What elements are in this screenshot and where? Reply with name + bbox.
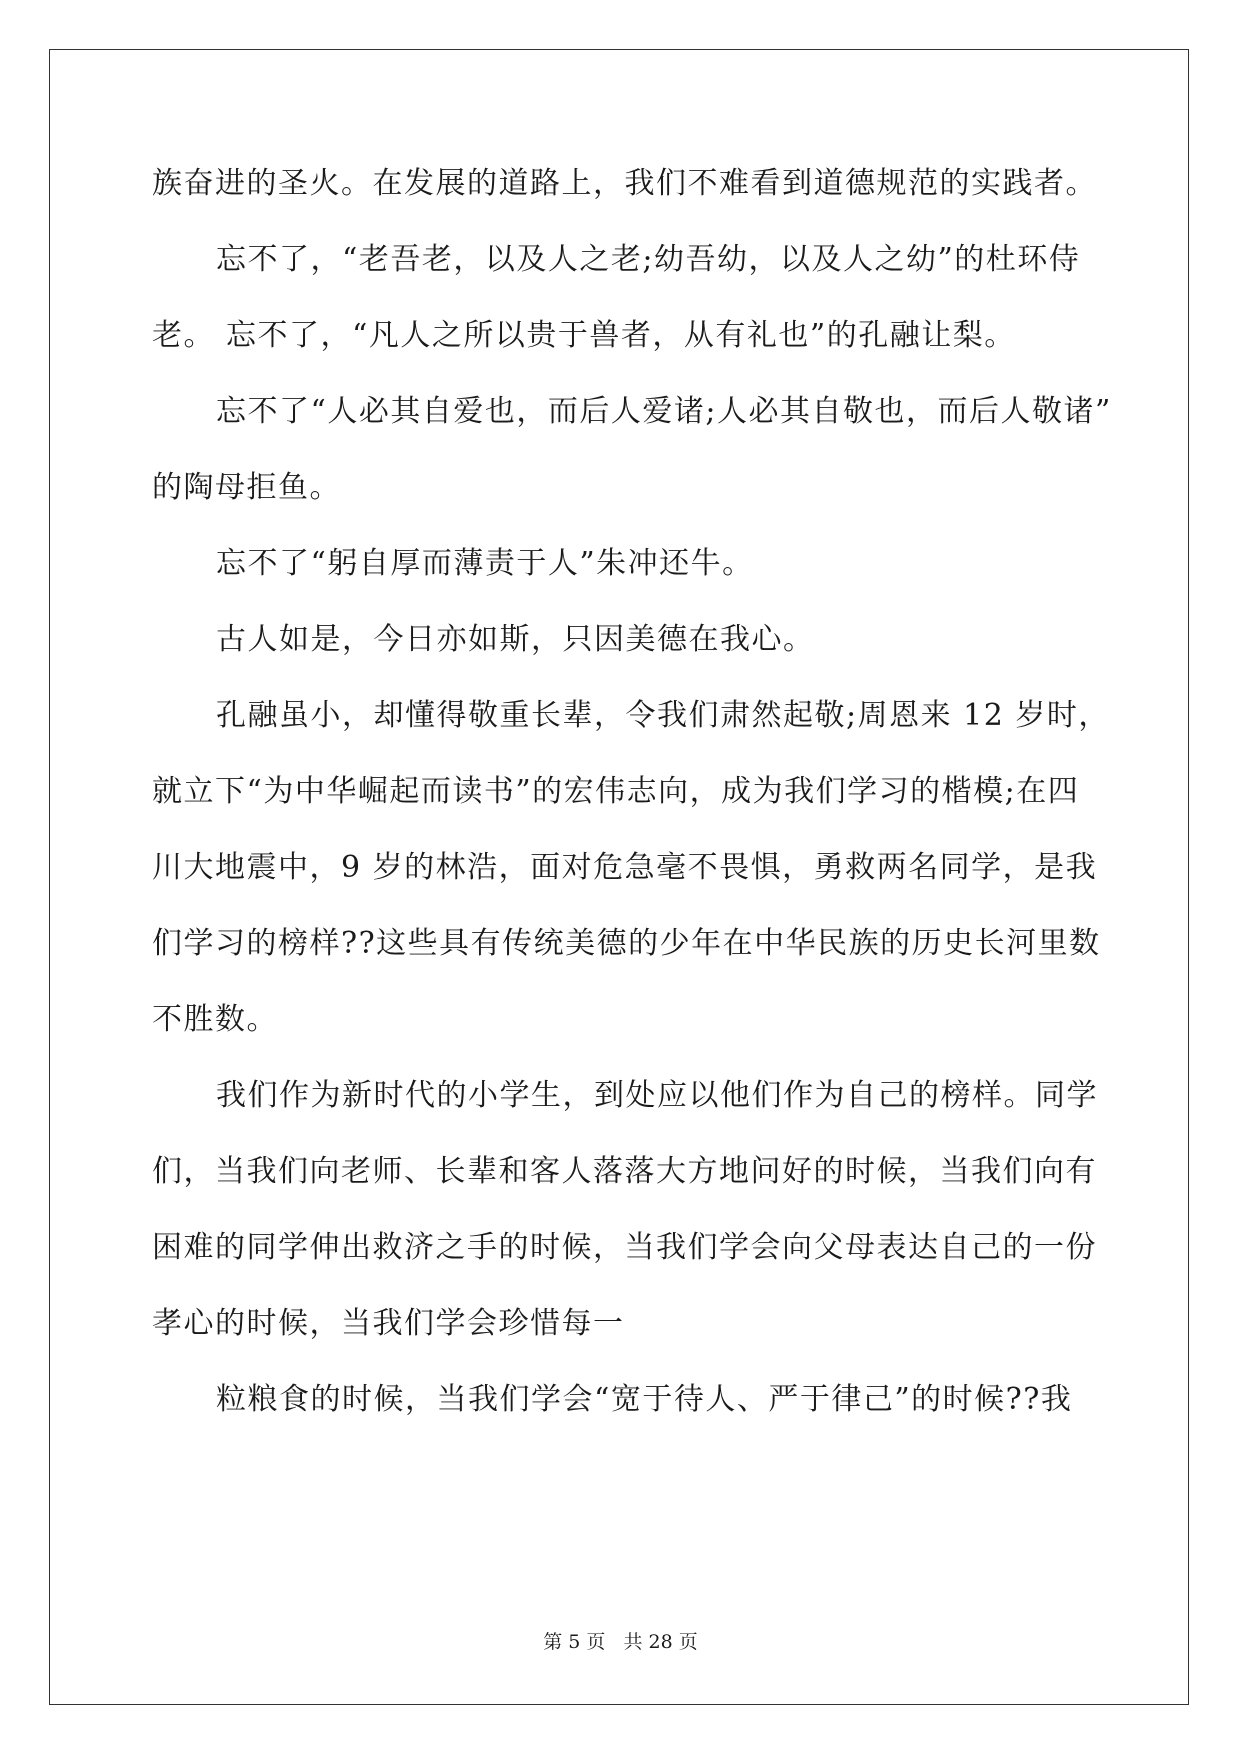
text-line: 川大地震中，9 岁的林浩，面对危急毫不畏惧，勇救两名同学，是我 — [152, 850, 1098, 885]
text-line: 老。 忘不了，“凡人之所以贵于兽者，从有礼也”的孔融让梨。 — [152, 318, 1016, 353]
text-line: 忘不了“人必其自爱也，而后人爱诸;人必其自敬也，而后人敬诸” — [216, 394, 1112, 429]
page-total: 共 28 页 — [623, 1631, 698, 1653]
text-line: 粒粮食的时候，当我们学会“宽于待人、严于律己”的时候??我 — [216, 1382, 1073, 1417]
text-line: 族奋进的圣火。在发展的道路上，我们不难看到道德规范的实践者。 — [152, 166, 1097, 201]
text-line: 忘不了“躬自厚而薄责于人”朱冲还牛。 — [216, 546, 754, 581]
page-footer — [0, 1627, 1241, 1654]
text-line: 孔融虽小，却懂得敬重长辈，令我们肃然起敬;周恩来 12 岁时， — [216, 698, 1110, 733]
text-line: 我们作为新时代的小学生，到处应以他们作为自己的榜样。同学 — [216, 1078, 1098, 1113]
text-line: 孝心的时候，当我们学会珍惜每一 — [152, 1306, 625, 1341]
text-line: 古人如是，今日亦如斯，只因美德在我心。 — [216, 622, 815, 657]
document-body — [152, 164, 1112, 1456]
text-line: 们学习的榜样??这些具有传统美德的少年在中华民族的历史长河里数 — [152, 926, 1101, 961]
text-line: 不胜数。 — [152, 1002, 278, 1037]
text-line: 就立下“为中华崛起而读书”的宏伟志向，成为我们学习的楷模;在四 — [152, 774, 1080, 809]
text-line: 的陶母拒鱼。 — [152, 470, 341, 505]
page-number: 第 5 页 — [543, 1631, 606, 1653]
text-line: 们，当我们向老师、长辈和客人落落大方地问好的时候，当我们向有 — [152, 1154, 1097, 1189]
text-line: 忘不了，“老吾老，以及人之老;幼吾幼，以及人之幼”的杜环侍 — [216, 242, 1081, 277]
text-line: 困难的同学伸出救济之手的时候，当我们学会向父母表达自己的一份 — [152, 1230, 1097, 1265]
